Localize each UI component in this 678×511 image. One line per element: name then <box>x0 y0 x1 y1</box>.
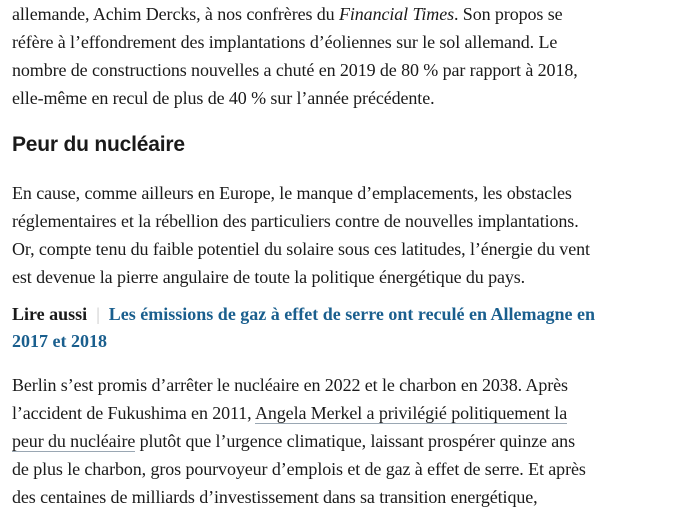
text-line: elle-même en recul de plus de 40 % sur l’année précédente. <box>12 88 435 108</box>
text-line <box>12 328 595 355</box>
text-line: est devenue la pierre angulaire de toute la politique énergétique du pays. <box>12 267 526 287</box>
read-also-separator: | <box>96 304 100 324</box>
text-line: réglementaires et la rébellion des particuliers contre de nouvelles implantations. <box>12 211 579 231</box>
text-line: Or, compte tenu du faible potentiel du solaire sous ces latitudes, l’énergie du vent <box>12 239 590 259</box>
text-line <box>12 399 586 427</box>
merkel-article-link-continued[interactable]: peur du nucléaire <box>12 431 136 451</box>
text-span: allemande, Achim Dercks, à nos confrères du <box>12 4 339 24</box>
paragraph-wind-decline <box>12 0 578 112</box>
merkel-article-link[interactable]: Angela Merkel a privilégié politiquement la <box>254 403 568 423</box>
text-line <box>12 301 595 328</box>
text-line <box>12 0 578 28</box>
text-line: de plus le charbon, gros pourvoyeur d’emplois et de gaz à effet de serre. Et après <box>12 459 586 479</box>
text-line <box>12 427 586 455</box>
text-span: l’accident de Fukushima en 2011, <box>12 403 255 423</box>
text-line: Berlin s’est promis d’arrêter le nucléaire en 2022 et le charbon en 2038. Après <box>12 375 568 395</box>
read-also-label: Lire aussi <box>12 304 88 324</box>
text-line: En cause, comme ailleurs en Europe, le manque d’emplacements, les obstacles <box>12 183 572 203</box>
paragraph-nuclear-coal <box>12 371 586 511</box>
read-also-block <box>12 301 595 355</box>
text-line: des centaines de milliards d’investissement dans sa transition energétique, <box>12 487 538 507</box>
publication-name: Financial Times <box>338 4 454 24</box>
text-line: nombre de constructions nouvelles a chuté en 2019 de 80 % par rapport à 2018, <box>12 60 578 80</box>
section-heading: Peur du nucléaire <box>12 133 185 156</box>
text-line: réfère à l’effondrement des implantations d’éoliennes sur le sol allemand. Le <box>12 32 558 52</box>
text-span: . Son propos se <box>453 4 563 24</box>
paragraph-causes <box>12 179 590 291</box>
read-also-link[interactable]: Les émissions de gaz à effet de serre ont reculé en Allemagne en <box>108 304 596 324</box>
read-also-link-continued[interactable]: 2017 et 2018 <box>12 331 107 351</box>
text-span: plutôt que l’urgence climatique, laissant prospérer quinze ans <box>135 431 575 451</box>
